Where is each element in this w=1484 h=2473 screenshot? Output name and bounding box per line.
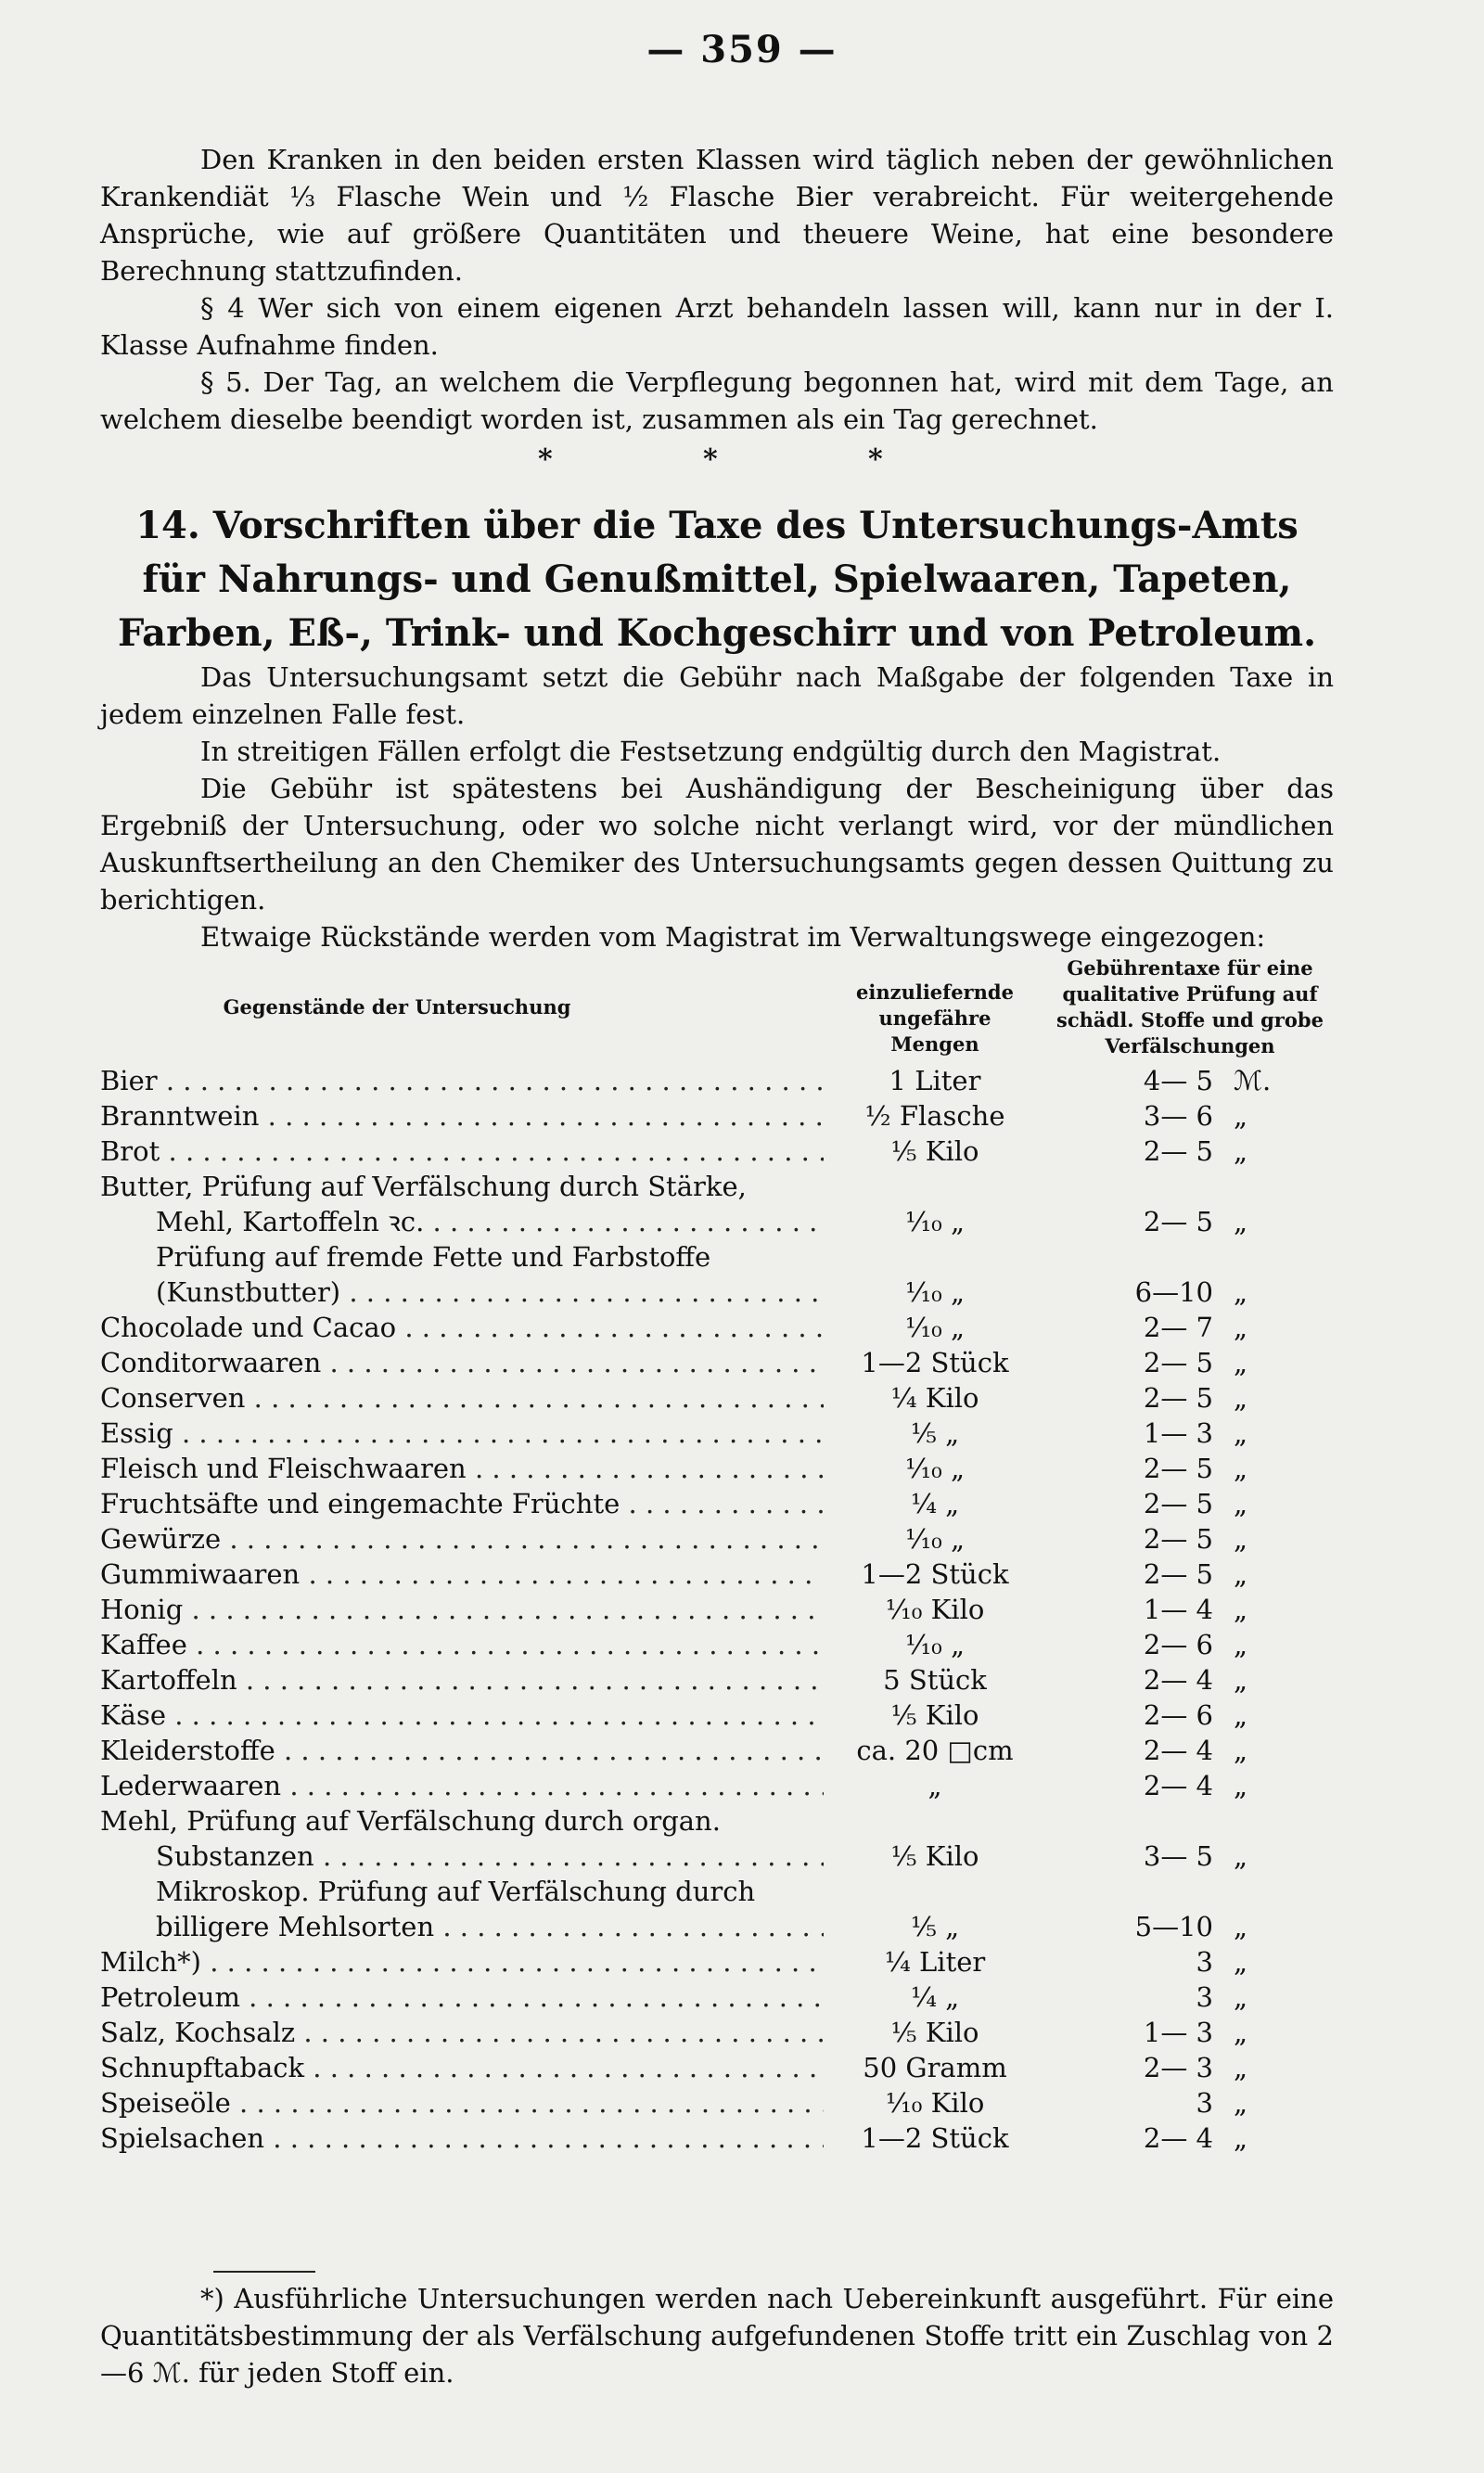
page-number: — 359 —: [646, 28, 838, 71]
row-unit: „: [1234, 1453, 1248, 1484]
row-unit: „: [1234, 1488, 1248, 1519]
row-quantity: ¼ Liter: [884, 1946, 986, 1978]
body-paragraph-4: Etwaige Rückstände werden vom Magistrat im Verwaltungswege eingezogen:: [200, 921, 1266, 953]
row-unit: „: [1234, 1594, 1248, 1625]
row-quantity: ¹⁄₁₀ „: [905, 1629, 965, 1660]
header-fee: Gebührentaxe für eine qualitative Prüfung auf schädl. Stoffe und grobe Verfälschungen: [1056, 956, 1324, 1057]
body-paragraph-3: Die Gebühr ist spätestens bei Aushändigung der Bescheinigung über das Ergebniß der Untersuchung, oder wo solche nicht verlangt wird, vor der mündlichen Auskunftsertheilung an den Chemiker des Untersuchungsamts gegen dessen Quittung zu berichtigen.: [100, 773, 1334, 916]
separator-star-2: *: [703, 443, 718, 476]
footnote-rule: [213, 2271, 315, 2273]
row-unit: „: [1234, 1770, 1248, 1801]
row-unit: „: [1234, 1664, 1248, 1696]
row-unit: „: [1234, 1100, 1248, 1132]
row-item: Mehl, Kartoffeln ꝛc. . . .: [156, 1204, 824, 1239]
row-unit: „: [1234, 2017, 1248, 2048]
table-row: [100, 1204, 1334, 1239]
row-quantity: ¹⁄₁₀ Kilo: [885, 1594, 985, 1625]
row-fee: 2— 5: [1143, 1488, 1213, 1519]
row-quantity: 1—2 Stück: [861, 1558, 1009, 1590]
table-row: [100, 1768, 1334, 1803]
row-fee: 6—10: [1134, 1276, 1213, 1308]
row-unit: „: [1234, 1840, 1248, 1872]
header-quantity: einzuliefernde ungefähre Mengen: [856, 980, 1014, 1056]
row-quantity: „: [928, 1770, 942, 1801]
row-item: Substanzen . . .: [156, 1839, 824, 1874]
table-row: [100, 1169, 1334, 1204]
row-quantity: ¹⁄₁₀ „: [905, 1453, 965, 1484]
table-row: [100, 1275, 1334, 1310]
row-fee: 1— 3: [1143, 1417, 1213, 1449]
table-row: [100, 1839, 1334, 1874]
table-row: [100, 1310, 1334, 1345]
table-row: [100, 1803, 1334, 1839]
row-fee: 1— 4: [1143, 1594, 1213, 1625]
row-unit: „: [1234, 1735, 1248, 1766]
row-fee: 2— 4: [1143, 1770, 1213, 1801]
row-item: Bier . . .: [100, 1063, 824, 1098]
row-item: Chocolade und Cacao . . .: [100, 1310, 824, 1345]
row-fee: 3: [1196, 1981, 1213, 2013]
row-quantity: 5 Stück: [883, 1664, 987, 1696]
row-quantity: ⅕ Kilo: [890, 2017, 979, 2048]
row-item: Honig . . .: [100, 1592, 824, 1627]
row-fee: 5—10: [1134, 1911, 1213, 1942]
row-fee: 2— 4: [1143, 1735, 1213, 1766]
intro-paragraph-1: Den Kranken in den beiden ersten Klassen wird täglich neben der gewöhnlichen Krankendiät ⅓ Flasche Wein und ½ Flasche Bier verabreicht. Für weitergehende Ansprüche, wie auf größere Quantitäten und theuere Weine, hat eine besondere Berechnung stattzufinden.: [100, 144, 1334, 287]
row-quantity: ⅕ Kilo: [890, 1135, 979, 1167]
row-unit: „: [1234, 1312, 1248, 1343]
row-fee: 2— 5: [1143, 1135, 1213, 1167]
table-row: [100, 1134, 1334, 1169]
row-item: Petroleum . . .: [100, 1980, 824, 2015]
row-item: billigere Mehlsorten . . .: [156, 1909, 824, 1944]
row-fee: 2— 3: [1143, 2052, 1213, 2083]
row-fee: 2— 6: [1143, 1629, 1213, 1660]
row-quantity: ¹⁄₁₀ „: [905, 1206, 965, 1237]
body-paragraph-2: In streitigen Fällen erfolgt die Festsetzung endgültig durch den Magistrat.: [200, 736, 1222, 767]
table-row: [100, 1944, 1334, 1980]
row-quantity: ¼ Kilo: [890, 1382, 979, 1414]
row-quantity: ¹⁄₁₀ Kilo: [885, 2087, 985, 2119]
row-unit: „: [1234, 1699, 1248, 1731]
table-row: [100, 2121, 1334, 2156]
section-heading: 14. Vorschriften über die Taxe des Untersuchungs-Amts für Nahrungs- und Genußmittel, Spielwaaren, Tapeten, Farben, Eß-, Trink- und Kochgeschirr und von Petroleum.: [117, 504, 1317, 655]
row-item: Kaffee . . .: [100, 1627, 824, 1662]
row-unit: „: [1234, 1347, 1248, 1378]
row-item: Essig . . .: [100, 1416, 824, 1451]
separator-star-3: *: [868, 443, 883, 476]
row-fee: 2— 7: [1143, 1312, 1213, 1343]
row-item: Käse . . .: [100, 1698, 824, 1733]
row-item: Schnupftaback . . .: [100, 2050, 824, 2085]
table-row: [100, 1627, 1334, 1662]
row-quantity: 1 Liter: [889, 1065, 981, 1096]
row-item: Kartoffeln . . .: [100, 1662, 824, 1698]
row-item: Mehl, Prüfung auf Verfälschung durch organ.: [100, 1805, 721, 1837]
row-unit: „: [1234, 1417, 1248, 1449]
table-row: [100, 1874, 1334, 1909]
table-row: [100, 1909, 1334, 1944]
row-fee: 3: [1196, 1946, 1213, 1978]
table-row: [100, 1345, 1334, 1380]
table-row: [100, 1698, 1334, 1733]
row-item: Mikroskop. Prüfung auf Verfälschung durch: [156, 1876, 756, 1907]
row-item: Fruchtsäfte und eingemachte Früchte . . .: [100, 1486, 824, 1521]
row-item: Lederwaaren . . .: [100, 1768, 824, 1803]
row-quantity: ⅕ „: [910, 1417, 960, 1449]
fee-table-body: [100, 1063, 1334, 2156]
row-quantity: 1—2 Stück: [861, 1347, 1009, 1378]
row-unit: „: [1234, 2122, 1248, 2154]
row-quantity: ½ Flasche: [864, 1100, 1005, 1132]
row-item: Kleiderstoffe . . .: [100, 1733, 824, 1768]
table-row: [100, 1486, 1334, 1521]
row-quantity: ¹⁄₁₀ „: [905, 1312, 965, 1343]
table-row: [100, 1733, 1334, 1768]
row-item: Branntwein . . .: [100, 1098, 824, 1134]
footnote: *) Ausführliche Untersuchungen werden nach Uebereinkunft ausgeführt. Für eine Quantitätsbestimmung der als Verfälschung aufgefundenen Stoffe tritt ein Zuschlag von 2—6 ℳ. für jeden Stoff ein.: [100, 2283, 1334, 2389]
row-fee: 2— 6: [1143, 1699, 1213, 1731]
row-fee: 2— 5: [1143, 1206, 1213, 1237]
row-fee: 1— 3: [1143, 2017, 1213, 2048]
row-item: Butter, Prüfung auf Verfälschung durch Stärke,: [100, 1171, 747, 1202]
row-unit: „: [1234, 1981, 1248, 2013]
table-row: [100, 1662, 1334, 1698]
row-unit: „: [1234, 1911, 1248, 1942]
fee-table-header: [100, 955, 1334, 1057]
row-quantity: ¼ „: [910, 1488, 960, 1519]
row-item: Conserven . . .: [100, 1380, 824, 1416]
table-row: [100, 2015, 1334, 2050]
table-row: [100, 2085, 1334, 2121]
row-quantity: ¹⁄₁₀ „: [905, 1276, 965, 1308]
row-fee: 3— 6: [1143, 1100, 1213, 1132]
row-unit: „: [1234, 2087, 1248, 2119]
table-row: [100, 1063, 1334, 1098]
row-quantity: ¹⁄₁₀ „: [905, 1523, 965, 1555]
body-paragraph-1: Das Untersuchungsamt setzt die Gebühr nach Maßgabe der folgenden Taxe in jedem einzelnen Falle fest.: [100, 661, 1334, 730]
row-fee: 2— 5: [1143, 1382, 1213, 1414]
row-item: Prüfung auf fremde Fette und Farbstoffe: [156, 1241, 711, 1273]
row-fee: 2— 5: [1143, 1558, 1213, 1590]
row-fee: 4— 5: [1143, 1065, 1213, 1096]
row-unit: ℳ.: [1234, 1065, 1272, 1096]
row-quantity: ¼ „: [910, 1981, 960, 2013]
row-fee: 2— 5: [1143, 1347, 1213, 1378]
table-row: [100, 1451, 1334, 1486]
row-fee: 2— 5: [1143, 1523, 1213, 1555]
row-fee: 2— 5: [1143, 1453, 1213, 1484]
row-quantity: 1—2 Stück: [861, 2122, 1009, 2154]
row-unit: „: [1234, 1523, 1248, 1555]
row-item: (Kunstbutter) . . .: [156, 1275, 824, 1310]
intro-paragraph-3: § 5. Der Tag, an welchem die Verpflegung begonnen hat, wird mit dem Tage, an welchem dieselbe beendigt worden ist, zusammen als ein Tag gerechnet.: [100, 366, 1334, 435]
separator-star-1: *: [538, 443, 553, 476]
row-item: Fleisch und Fleischwaaren . . .: [100, 1451, 824, 1486]
row-unit: „: [1234, 1558, 1248, 1590]
row-unit: „: [1234, 1276, 1248, 1308]
row-item: Conditorwaaren . . .: [100, 1345, 824, 1380]
row-item: Brot . . .: [100, 1134, 824, 1169]
row-quantity: ⅕ Kilo: [890, 1840, 979, 1872]
intro-paragraph-2: § 4 Wer sich von einem eigenen Arzt behandeln lassen will, kann nur in der I. Klasse Aufnahme finden.: [100, 292, 1334, 361]
row-unit: „: [1234, 1629, 1248, 1660]
row-item: Spielsachen . . .: [100, 2121, 824, 2156]
table-row: [100, 1416, 1334, 1451]
row-item: Speiseöle . . .: [100, 2085, 824, 2121]
row-fee: 3: [1196, 2087, 1213, 2119]
row-unit: „: [1234, 2052, 1248, 2083]
table-row: [100, 1557, 1334, 1592]
header-items: Gegenstände der Untersuchung: [223, 995, 571, 1019]
table-row: [100, 1380, 1334, 1416]
row-unit: „: [1234, 1135, 1248, 1167]
row-unit: „: [1234, 1382, 1248, 1414]
body-section: [100, 659, 1334, 955]
row-item: Salz, Kochsalz . . .: [100, 2015, 824, 2050]
row-unit: „: [1234, 1206, 1248, 1237]
row-fee: 2— 4: [1143, 1664, 1213, 1696]
row-unit: „: [1234, 1946, 1248, 1978]
row-item: Milch*) . . .: [100, 1944, 824, 1980]
row-fee: 3— 5: [1143, 1840, 1213, 1872]
row-item: Gewürze . . .: [100, 1521, 824, 1557]
row-item: Gummiwaaren . . .: [100, 1557, 824, 1592]
row-fee: 2— 4: [1143, 2122, 1213, 2154]
table-row: [100, 1239, 1334, 1275]
table-row: [100, 1980, 1334, 2015]
row-quantity: ⅕ Kilo: [890, 1699, 979, 1731]
table-row: [100, 1098, 1334, 1134]
intro-section: [100, 141, 1334, 438]
row-quantity: 50 Gramm: [863, 2052, 1007, 2083]
table-row: [100, 2050, 1334, 2085]
row-quantity: ca. 20 □cm: [856, 1735, 1014, 1766]
table-row: [100, 1521, 1334, 1557]
row-quantity: ⅕ „: [910, 1911, 960, 1942]
table-row: [100, 1592, 1334, 1627]
